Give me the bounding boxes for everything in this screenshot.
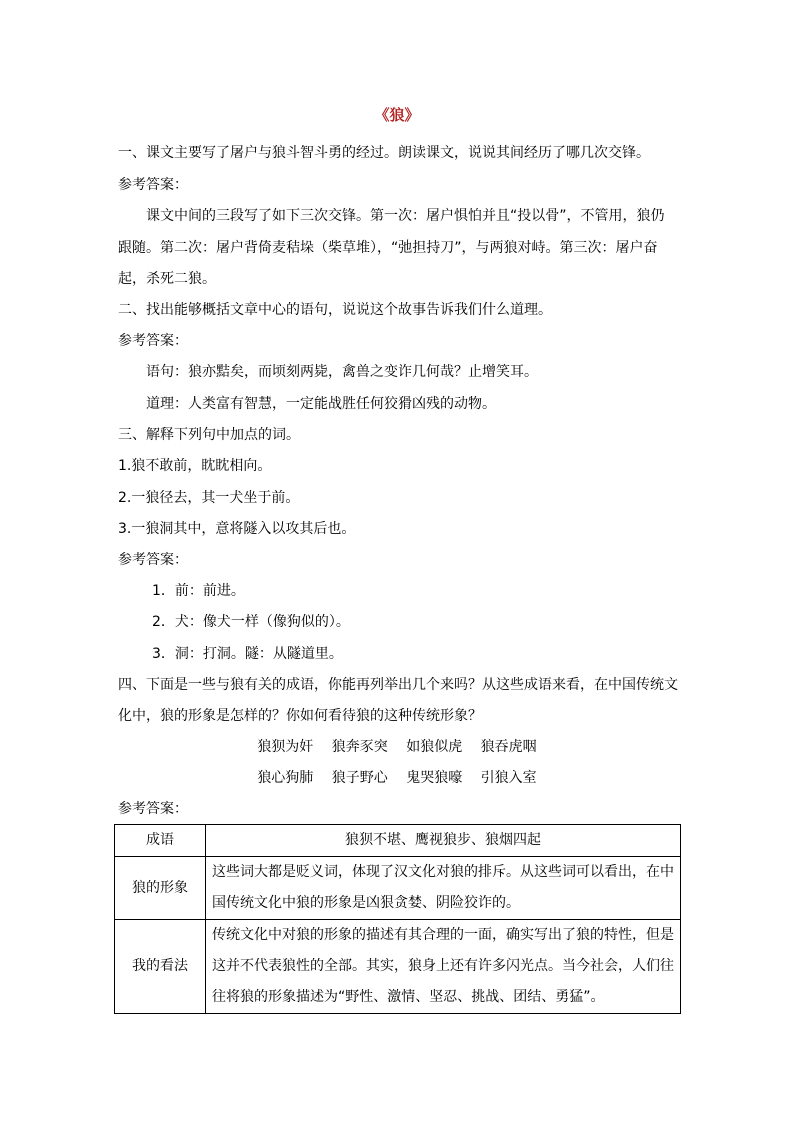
- table-cell-header-value: 狼狈不堪、鹰视狼步、狼烟四起: [206, 825, 681, 857]
- question-2: 二、找出能够概括文章中心的语句，说说这个故事告诉我们什么道理。: [118, 302, 552, 318]
- answer-2-sentence: 语句：狼亦黠矣，而顷刻两毙，禽兽之变诈几何哉？止增笑耳。: [146, 364, 538, 380]
- question-3-item-3: 3.一狼洞其中，意将隧入以攻其后也。: [118, 521, 356, 537]
- idiom: 狼奔豕突: [331, 739, 388, 755]
- table-row: [115, 920, 681, 1014]
- idioms-row-2: [0, 770, 794, 786]
- table-row: [115, 857, 681, 920]
- answer-label-3: 参考答案：: [118, 552, 188, 568]
- idiom: 鬼哭狼嚎: [406, 770, 463, 786]
- table-cell-my-view-label: 我的看法: [115, 920, 206, 1014]
- table-cell-wolf-image-value: 这些词大都是贬义词，体现了汉文化对狼的排斥。从这些词可以看出，在中国传统文化中狼的形象是凶狠贪婪、阴险狡诈的。: [206, 857, 681, 920]
- answer-3-item-1: 1．前：前进。: [152, 583, 245, 599]
- table-cell-my-view-value: 传统文化中对狼的形象的描述有其合理的一面，确实写出了狼的特性，但是这并不代表狼性的全部。其实，狼身上还有许多闪光点。当今社会，人们往往将狼的形象描述为“野性、激情、坚忍、挑战、团结、勇猛”。: [206, 920, 681, 1014]
- answer-table: [114, 824, 681, 1014]
- question-3-item-2: 2.一狼径去，其一犬坐于前。: [118, 490, 300, 506]
- idiom: 狼心狗肺: [257, 770, 314, 786]
- answer-label-1: 参考答案：: [118, 177, 188, 193]
- question-3-item-1: 1.狼不敢前，眈眈相向。: [118, 458, 272, 474]
- answer-1-line-2: 跟随。第二次：屠户背倚麦秸垛（柴草堆），“弛担持刀”，与两狼对峙。第三次：屠户奋: [118, 240, 658, 256]
- answer-1-line-1: 课文中间的三段写了如下三次交锋。第一次：屠户惧怕并且“投以骨”，不管用，狼仍: [146, 208, 665, 224]
- question-4-line-1: 四、下面是一些与狼有关的成语，你能再列举出几个来吗？从这些成语来看，在中国传统文: [118, 677, 678, 693]
- answer-1-line-3: 起，杀死二狼。: [118, 271, 216, 287]
- document-title: 《狼》: [374, 106, 420, 124]
- answer-3-item-3: 3．洞：打洞。隧：从隧道里。: [152, 646, 343, 662]
- answer-label-2: 参考答案：: [118, 333, 188, 349]
- answer-label-4: 参考答案：: [118, 801, 188, 817]
- answer-2-moral: 道理：人类富有智慧，一定能战胜任何狡猾凶残的动物。: [146, 396, 496, 412]
- idiom: 狼吞虎咽: [480, 739, 537, 755]
- idiom: 引狼入室: [480, 770, 537, 786]
- idiom: 如狼似虎: [406, 739, 463, 755]
- question-1: 一、课文主要写了屠户与狼斗智斗勇的经过。朗读课文，说说其间经历了哪几次交锋。: [118, 145, 650, 161]
- question-3: 三、解释下列句中加点的词。: [118, 427, 300, 443]
- table-row: [115, 825, 681, 857]
- table-cell-header-label: 成语: [115, 825, 206, 857]
- idioms-row-1: [0, 739, 794, 755]
- idiom: 狼子野心: [331, 770, 388, 786]
- question-4-line-2: 化中，狼的形象是怎样的？你如何看待狼的这种传统形象？: [118, 708, 482, 724]
- table-cell-wolf-image-label: 狼的形象: [115, 857, 206, 920]
- answer-3-item-2: 2．犬：像犬一样（像狗似的）。: [152, 614, 350, 630]
- idiom: 狼狈为奸: [257, 739, 314, 755]
